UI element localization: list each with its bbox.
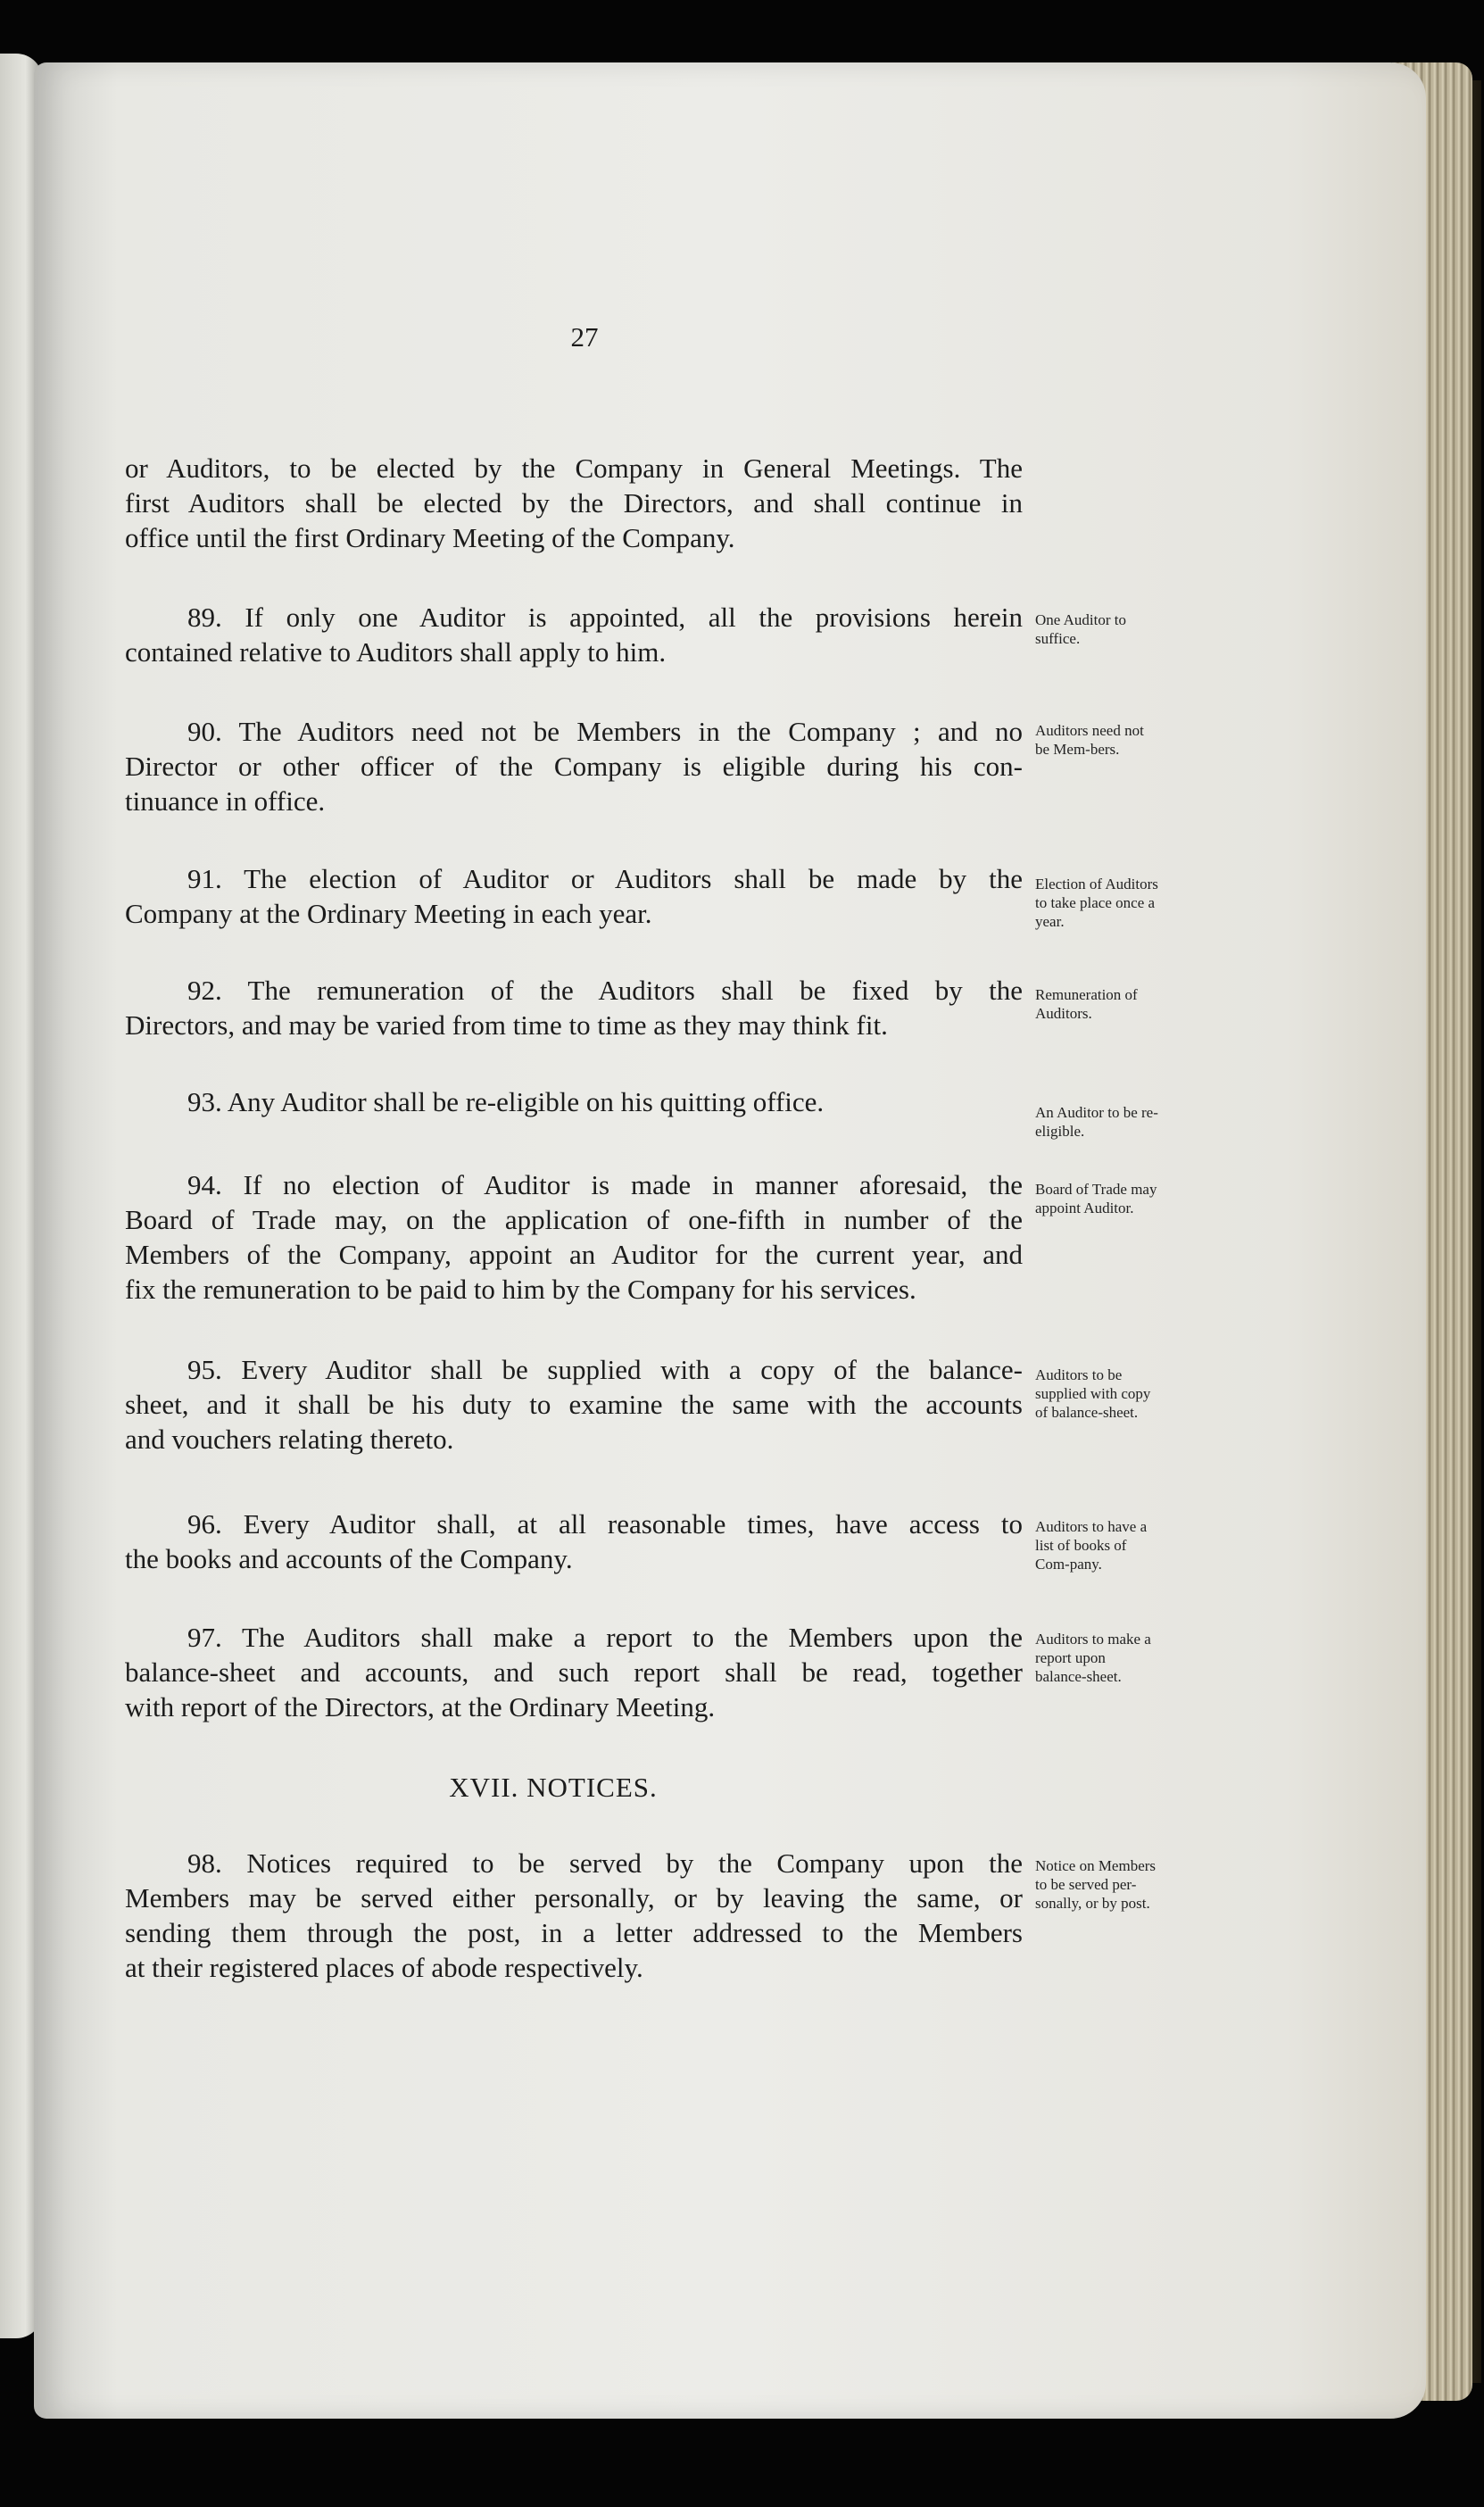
margin-note-89: One Auditor to suffice. (1035, 611, 1126, 647)
text-line: Director or other officer of the Company is eligible during his con- (125, 751, 1023, 782)
text-line: the books and accounts of the Company. (125, 1543, 573, 1574)
text-line: contained relative to Auditors shall apply to him. (125, 636, 667, 668)
text-line: sending them through the post, in a letter addressed to the Members (125, 1917, 1023, 1948)
text-line: 96. Every Auditor shall, at all reasonable times, have access to (187, 1508, 1023, 1540)
text-line: first Auditors shall be elected by the Directors, and shall continue in (125, 487, 1023, 519)
margin-note-91: Election of Auditors to take place once a year. (1035, 876, 1158, 930)
paragraph-continuation (125, 451, 1023, 555)
text-line: 90. The Auditors need not be Members in the Company ; and no (187, 716, 1023, 747)
paragraph-91 (125, 861, 1023, 931)
text-line: fix the remuneration to be paid to him by the Company for his services. (125, 1274, 916, 1305)
margin-note-94: Board of Trade may appoint Auditor. (1035, 1181, 1157, 1216)
paragraph-93 (125, 1084, 1023, 1119)
text-line: 97. The Auditors shall make a report to the Members upon the (187, 1622, 1023, 1653)
margin-note-90: Auditors need not be Mem-bers. (1035, 722, 1144, 758)
paragraph-90 (125, 714, 1023, 818)
margin-note-95: Auditors to be supplied with copy of balance-sheet. (1035, 1366, 1151, 1421)
text-line: or Auditors, to be elected by the Company in General Meetings. The (125, 452, 1023, 484)
margin-note-97: Auditors to make a report upon balance-sheet. (1035, 1631, 1151, 1685)
margin-note-92: Remuneration of Auditors. (1035, 986, 1138, 1022)
text-line: with report of the Directors, at the Ordinary Meeting. (125, 1691, 716, 1723)
text-line: Members may be served either personally, or by leaving the same, or (125, 1882, 1023, 1913)
text-line: 94. If no election of Auditor is made in manner aforesaid, the (187, 1169, 1023, 1200)
text-line: and vouchers relating thereto. (125, 1424, 454, 1455)
text-line: at their registered places of abode respectively. (125, 1952, 643, 1983)
paragraph-94 (125, 1167, 1023, 1307)
text-line: 98. Notices required to be served by the Company upon the (187, 1847, 1023, 1879)
text-line: Members of the Company, appoint an Auditor for the current year, and (125, 1239, 1023, 1270)
text-line: 92. The remuneration of the Auditors shall be fixed by the (187, 975, 1023, 1006)
page-number: 27 (570, 321, 599, 353)
paragraph-96 (125, 1507, 1023, 1576)
text-line: balance-sheet and accounts, and such report shall be read, together (125, 1656, 1023, 1688)
paragraph-98 (125, 1846, 1023, 1985)
text-line: sheet, and it shall be his duty to examine the same with the accounts (125, 1389, 1023, 1420)
paragraph-95 (125, 1352, 1023, 1457)
paragraph-92 (125, 973, 1023, 1042)
section-heading: XVII. NOTICES. (449, 1772, 658, 1803)
margin-note-93: An Auditor to be re-eligible. (1035, 1104, 1158, 1140)
margin-note-96: Auditors to have a list of books of Com-pany. (1035, 1518, 1148, 1573)
text-line: Board of Trade may, on the application of one-fifth in number of the (125, 1204, 1023, 1235)
text-line: Company at the Ordinary Meeting in each year. (125, 898, 652, 929)
text-line: tinuance in office. (125, 785, 326, 817)
paragraph-89 (125, 600, 1023, 669)
text-line: 89. If only one Auditor is appointed, all the provisions herein (187, 602, 1023, 633)
text-line: Directors, and may be varied from time to time as they may think fit. (125, 1009, 888, 1041)
text-line: 93. Any Auditor shall be re-eligible on his quitting office. (187, 1086, 825, 1117)
paragraph-97 (125, 1620, 1023, 1724)
text-line: 91. The election of Auditor or Auditors shall be made by the (187, 863, 1023, 894)
text-line: office until the first Ordinary Meeting of the Company. (125, 522, 735, 553)
text-line: 95. Every Auditor shall be supplied with a copy of the balance- (187, 1354, 1023, 1385)
margin-note-98: Notice on Members to be served per-sonally, or by post. (1035, 1857, 1157, 1912)
